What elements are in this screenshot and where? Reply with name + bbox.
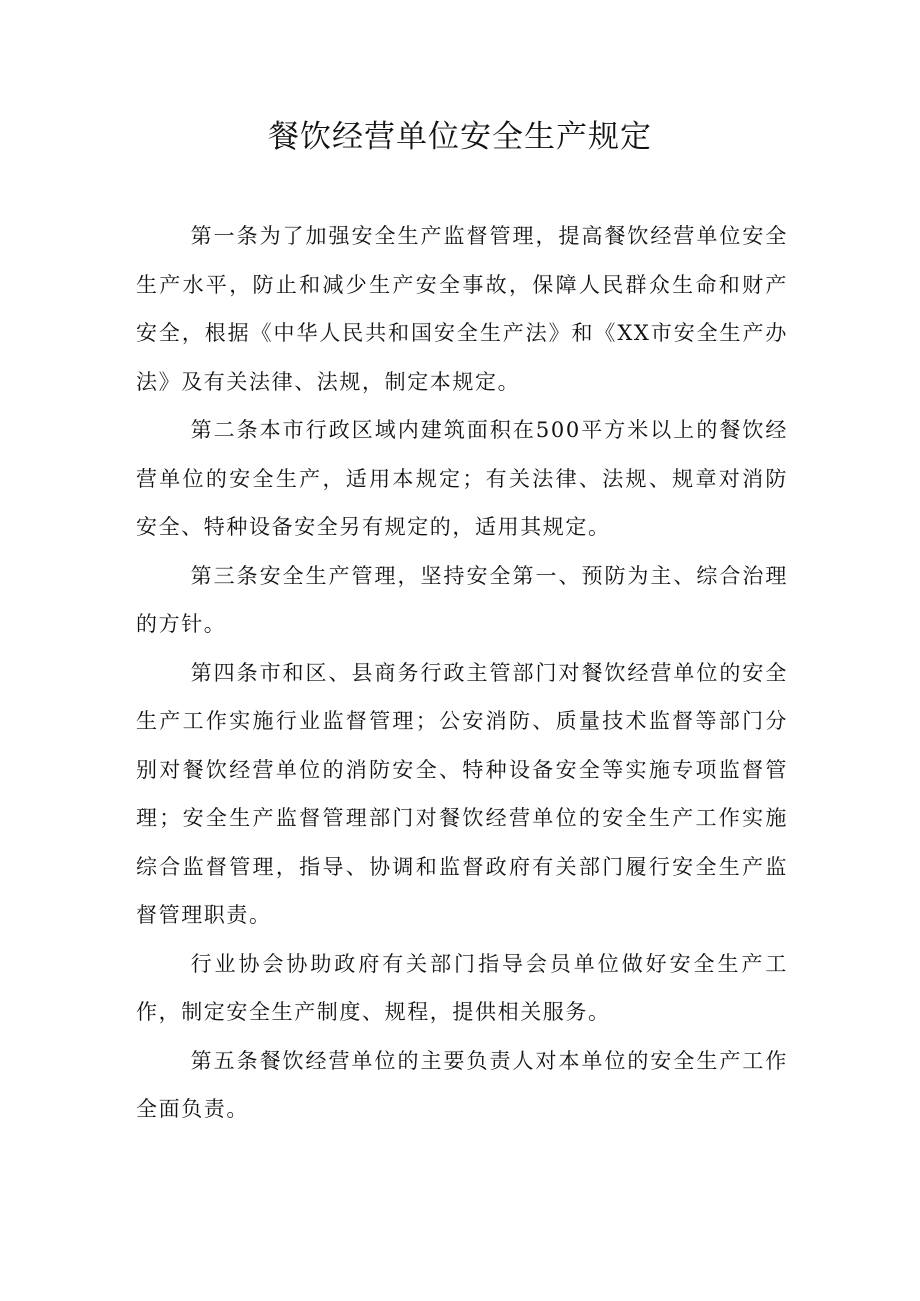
article-3-paragraph: 第三条安全生产管理，坚持安全第一、预防为主、综合治理的方针。 bbox=[136, 563, 788, 636]
document-body bbox=[136, 212, 788, 1134]
article-2-paragraph: 第二条本市行政区域内建筑面积在500平方米以上的餐饮经营单位的安全生产，适用本规定；有关法律、法规、规章对消防安全、特种设备安全另有规定的，适用其规定。 bbox=[136, 418, 788, 539]
article-1-paragraph: 第一条为了加强安全生产监督管理，提高餐饮经营单位安全生产水平，防止和减少生产安全事故，保障人民群众生命和财产安全，根据《中华人民共和国安全生产法》和《XX市安全生产办法》及有关法律、法规，制定本规定。 bbox=[136, 224, 788, 394]
article-4-supplement-paragraph: 行业协会协助政府有关部门指导会员单位做好安全生产工作，制定安全生产制度、规程，提供相关服务。 bbox=[136, 951, 788, 1024]
document-title: 餐饮经营单位安全生产规定 bbox=[268, 119, 652, 155]
article-4-paragraph: 第四条市和区、县商务行政主管部门对餐饮经营单位的安全生产工作实施行业监督管理；公安消防、质量技术监督等部门分别对餐饮经营单位的消防安全、特种设备安全等实施专项监督管理；安全生产监督管理部门对餐饮经营单位的安全生产工作实施综合监督管理，指导、协调和监督政府有关部门履行安全生产监督管理职责。 bbox=[136, 660, 788, 927]
article-5-paragraph: 第五条餐饮经营单位的主要负责人对本单位的安全生产工作全面负责。 bbox=[136, 1048, 788, 1121]
